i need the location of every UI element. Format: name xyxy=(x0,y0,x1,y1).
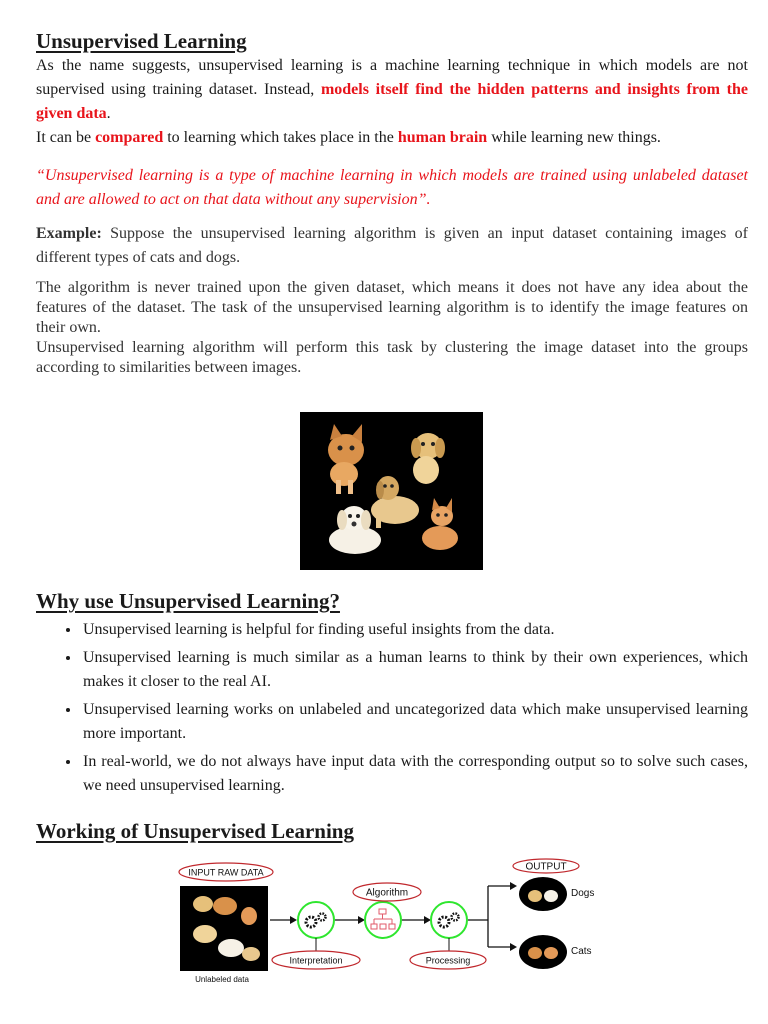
dogs-label: Dogs xyxy=(571,888,595,899)
section-why xyxy=(36,588,748,802)
compare-text-2: to learning which takes place in the xyxy=(163,129,398,146)
algorithm-paragraph: The algorithm is never trained upon the given dataset, which means it does not have any idea about the features of the dataset. The task of the unsupervised learning algorithm is to identify the image features on their own. xyxy=(36,279,748,336)
intro-text: As the name suggests, unsupervised learning is a machine learning technique in which models are not supervised using training dataset. Instead, xyxy=(36,57,748,98)
gear-icon-2 xyxy=(431,902,467,938)
input-raw-data-label: INPUT RAW DATA xyxy=(188,867,264,878)
example-label: Example: xyxy=(36,225,102,242)
output-label: OUTPUT xyxy=(525,861,567,873)
why-bullet-list xyxy=(36,618,748,798)
heading-why-use-unsupervised-learning: Why use Unsupervised Learning? xyxy=(36,589,340,613)
list-item: • In real-world, we do not always have input data with the corresponding output so to solve such cases, we need unsupervised learning. xyxy=(81,750,748,798)
example-paragraph xyxy=(36,222,748,270)
unlabeled-data-caption: Unlabeled data xyxy=(195,975,249,984)
processing-label: Processing xyxy=(425,955,471,966)
compare-paragraph xyxy=(36,126,748,150)
list-item: • Unsupervised learning works on unlabeled and uncategorized data which make unsupervised learning more important. xyxy=(81,698,748,746)
intro-highlight: models itself find the hidden patterns and insights from the given data xyxy=(36,81,748,122)
heading-working-of-unsupervised-learning: Working of Unsupervised Learning xyxy=(36,819,354,843)
heading-unsupervised-learning: Unsupervised Learning xyxy=(36,29,247,53)
cats-label: Cats xyxy=(571,946,592,957)
working-diagram xyxy=(165,858,615,988)
intro-end: . xyxy=(106,105,111,122)
example-text: Suppose the unsupervised learning algorithm is given an input dataset containing images of different types of cats and dogs. xyxy=(36,225,748,266)
intro-paragraph xyxy=(36,54,748,126)
interpretation-label: Interpretation xyxy=(289,955,343,966)
compare-highlight-human-brain: human brain xyxy=(397,129,488,146)
algorithm-label: Algorithm xyxy=(365,887,409,899)
document-page xyxy=(36,28,748,378)
list-item: • Unsupervised learning is much similar as a human learns to think by their own experiences, which makes it closer to the real AI. xyxy=(81,646,748,694)
compare-highlight-compared: compared xyxy=(95,129,164,146)
compare-text-3: while learning new things. xyxy=(487,129,661,146)
cats-output-image xyxy=(519,935,567,969)
compare-text-1: It can be xyxy=(36,129,96,146)
dogs-output-image xyxy=(519,877,567,911)
definition-quote: “Unsupervised learning is a type of machine learning in which models are trained using unlabeled dataset and are allowed to act on that data without any supervision”. xyxy=(36,167,748,208)
gear-icon xyxy=(298,902,334,938)
cats-dogs-image xyxy=(300,412,483,570)
input-image xyxy=(180,886,268,971)
list-item: • Unsupervised learning is helpful for finding useful insights from the data. xyxy=(81,618,748,642)
clustering-paragraph: Unsupervised learning algorithm will perform this task by clustering the image dataset into the groups according to similarities between images. xyxy=(36,339,748,376)
section-working xyxy=(36,818,748,844)
algorithm-network-icon xyxy=(365,902,401,938)
